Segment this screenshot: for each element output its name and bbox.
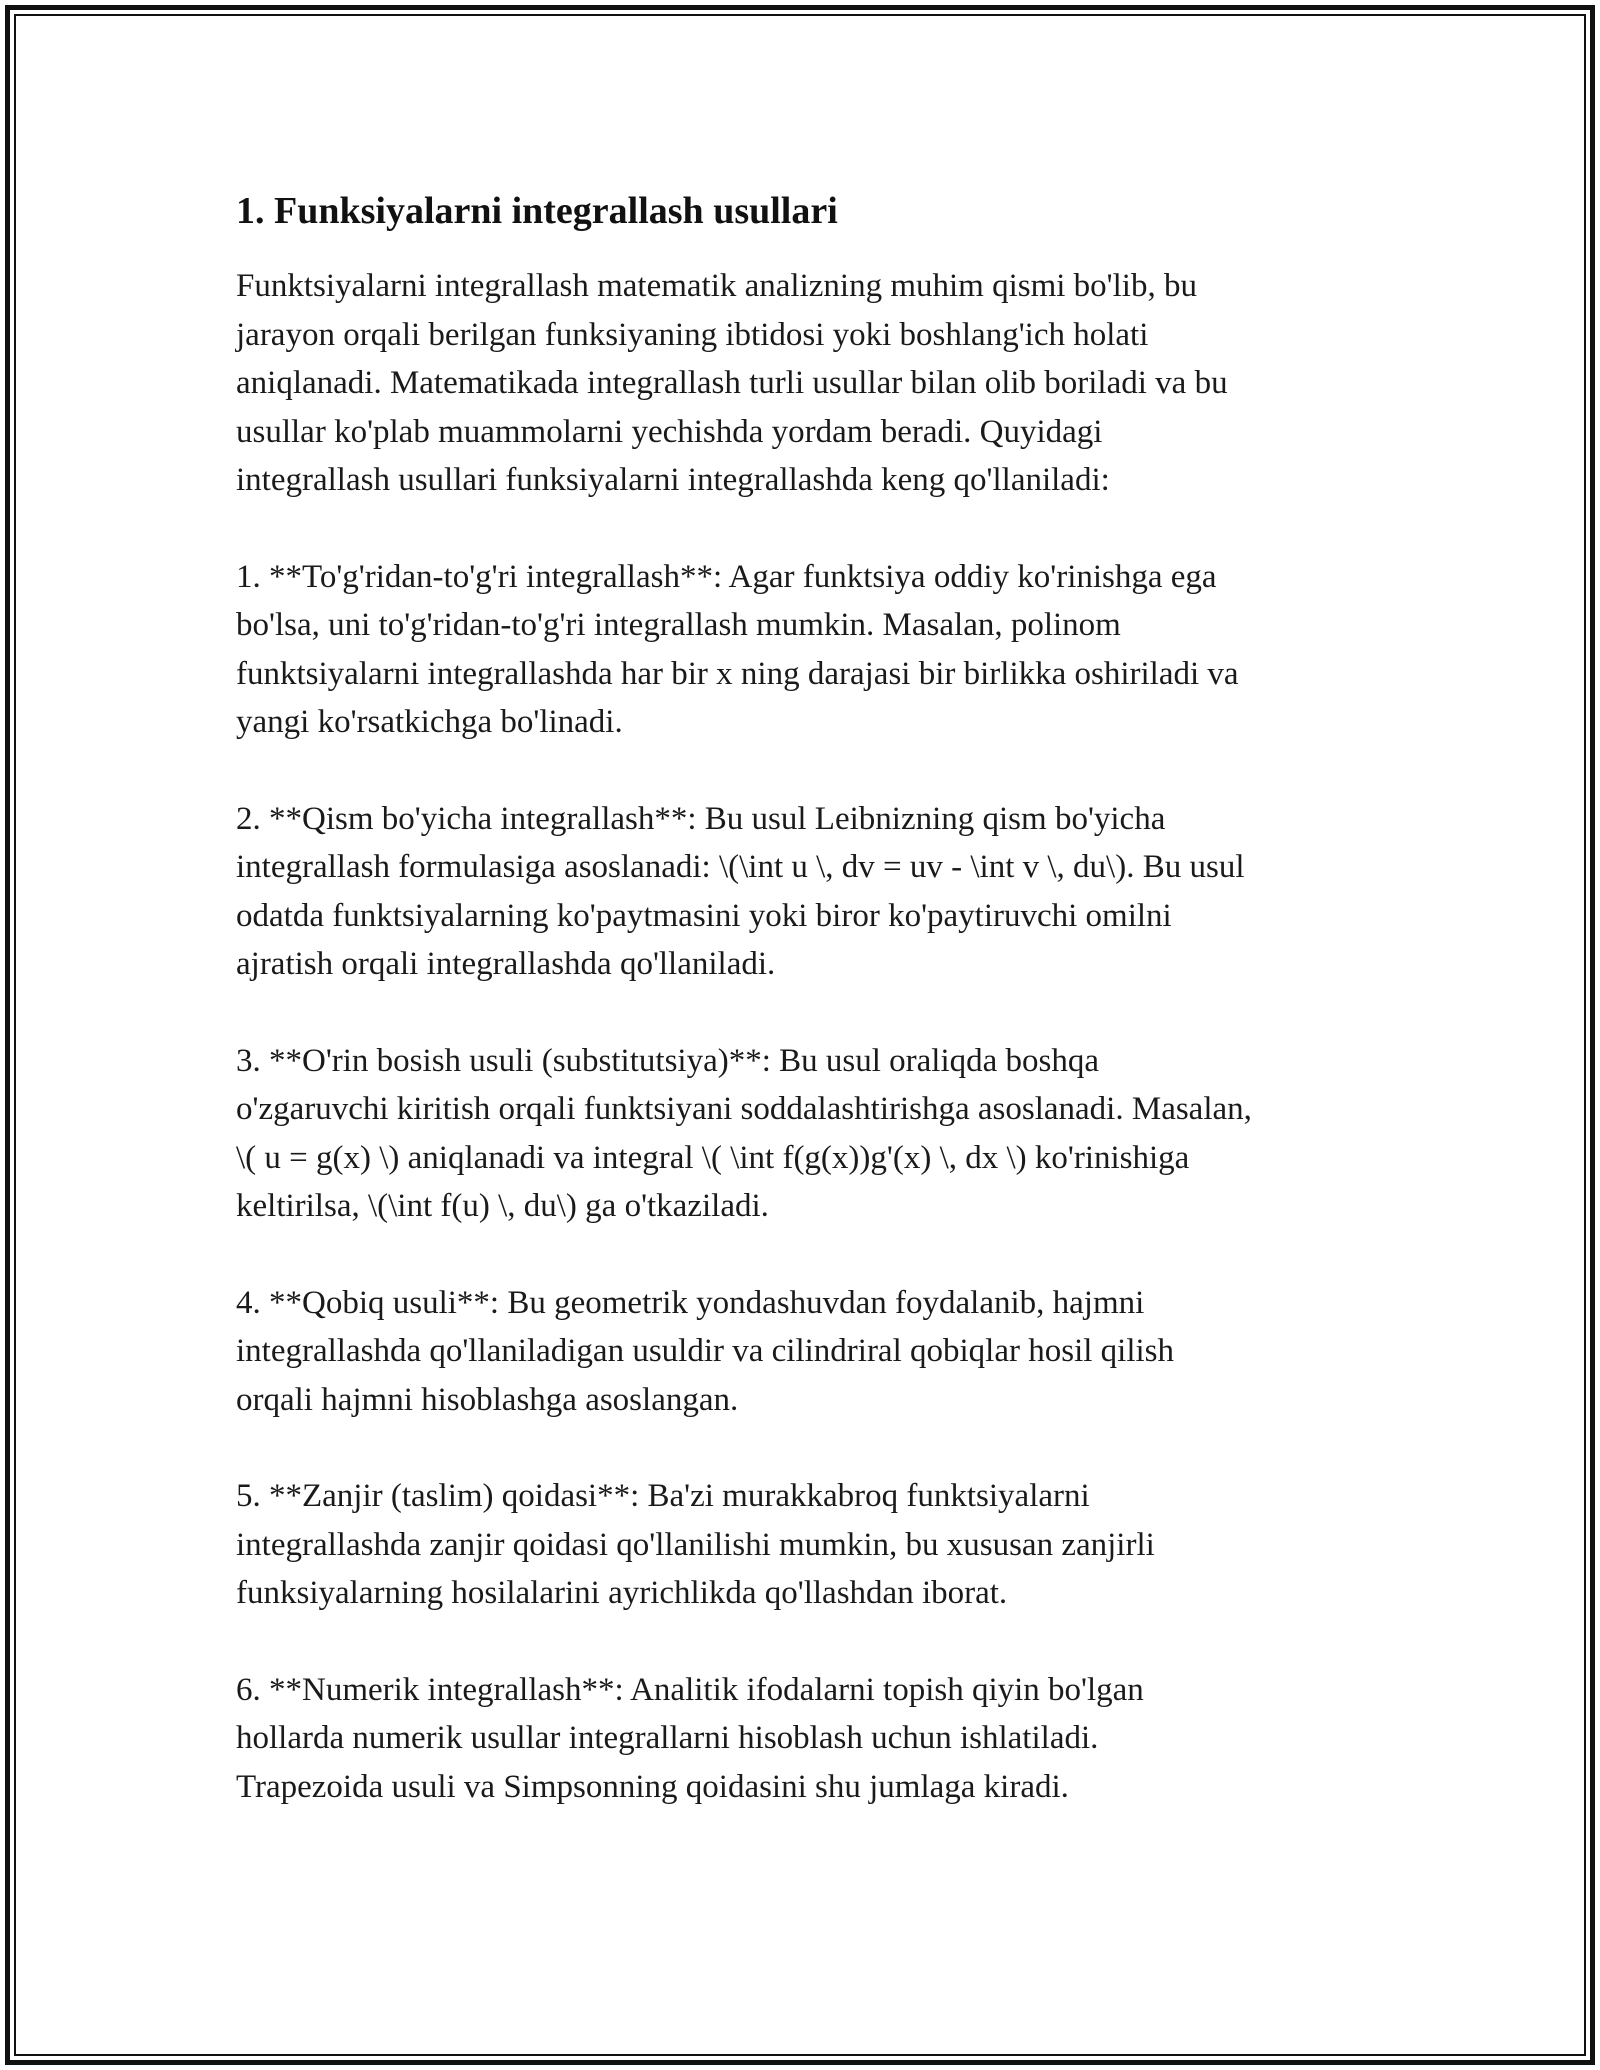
method-6-paragraph: 6. **Numerik integrallash**: Analitik ifodalarni topish qiyin bo'lgan hollarda numerik usullar integrallarni hisoblash uchun ishlatiladi. Trapezoida usuli va Simpsonning qoidasini shu jumlaga kiradi. [236, 1671, 1144, 1805]
method-3-paragraph: 3. **O'rin bosish usuli (substitutsiya)**: Bu usul oraliqda boshqa o'zgaruvchi kiritish orqali funktsiyani soddalashtirishga asoslanadi. Masalan, \( u = g(x) \) aniqlanadi va integral \( \int f(g(x))g'(x) \, dx \) ko'rinishiga keltirilsa, \(\int f(u) \, du\) ga o'tkaziladi. [236, 1042, 1252, 1224]
method-2-paragraph: 2. **Qism bo'yicha integrallash**: Bu usul Leibnizning qism bo'yicha integrallash formulasiga asoslanadi: \(\int u \, dv = uv - \int v \, du\). Bu usul odatda funktsiyalarning ko'paytmasini yoki biror ko'paytiruvchi omilni ajratish orqali integrallashda qo'llaniladi. [236, 800, 1245, 982]
method-4-paragraph: 4. **Qobiq usuli**: Bu geometrik yondashuvdan foydalanib, hajmni integrallashda qo'llaniladigan usuldir va cilindriral qobiqlar hosil qilish orqali hajmni hisoblashga asoslangan. [236, 1284, 1175, 1418]
document-title: 1. Funksiyalarni integrallash usullari [236, 190, 838, 232]
method-1-paragraph: 1. **To'g'ridan-to'g'ri integrallash**: Agar funktsiya oddiy ko'rinishga ega bo'lsa, uni to'g'ridan-to'g'ri integrallash mumkin. Masalan, polinom funktsiyalarni integrallashda har bir x ning darajasi bir birlikka oshiriladi va yangi ko'rsatkichga bo'linadi. [236, 558, 1239, 740]
method-5-paragraph: 5. **Zanjir (taslim) qoidasi**: Ba'zi murakkabroq funktsiyalarni integrallashda zanjir qoidasi qo'llanilishi mumkin, bu xususan zanjirli funksiyalarning hosilalarini ayrichlikda qo'llashdan iborat. [236, 1478, 1155, 1611]
intro-paragraph: Funktsiyalarni integrallash matematik analizning muhim qismi bo'lib, bu jarayon orqali berilgan funksiyaning ibtidosi yoki boshlang'ich holati aniqlanadi. Matematikada integrallash turli usullar bilan olib boriladi va bu usullar ko'plab muammolarni yechishda yordam beradi. Quyidagi integrallash usullari funksiyalarni integrallashda keng qo'llaniladi: [236, 268, 1228, 498]
document-body [236, 186, 1386, 1859]
